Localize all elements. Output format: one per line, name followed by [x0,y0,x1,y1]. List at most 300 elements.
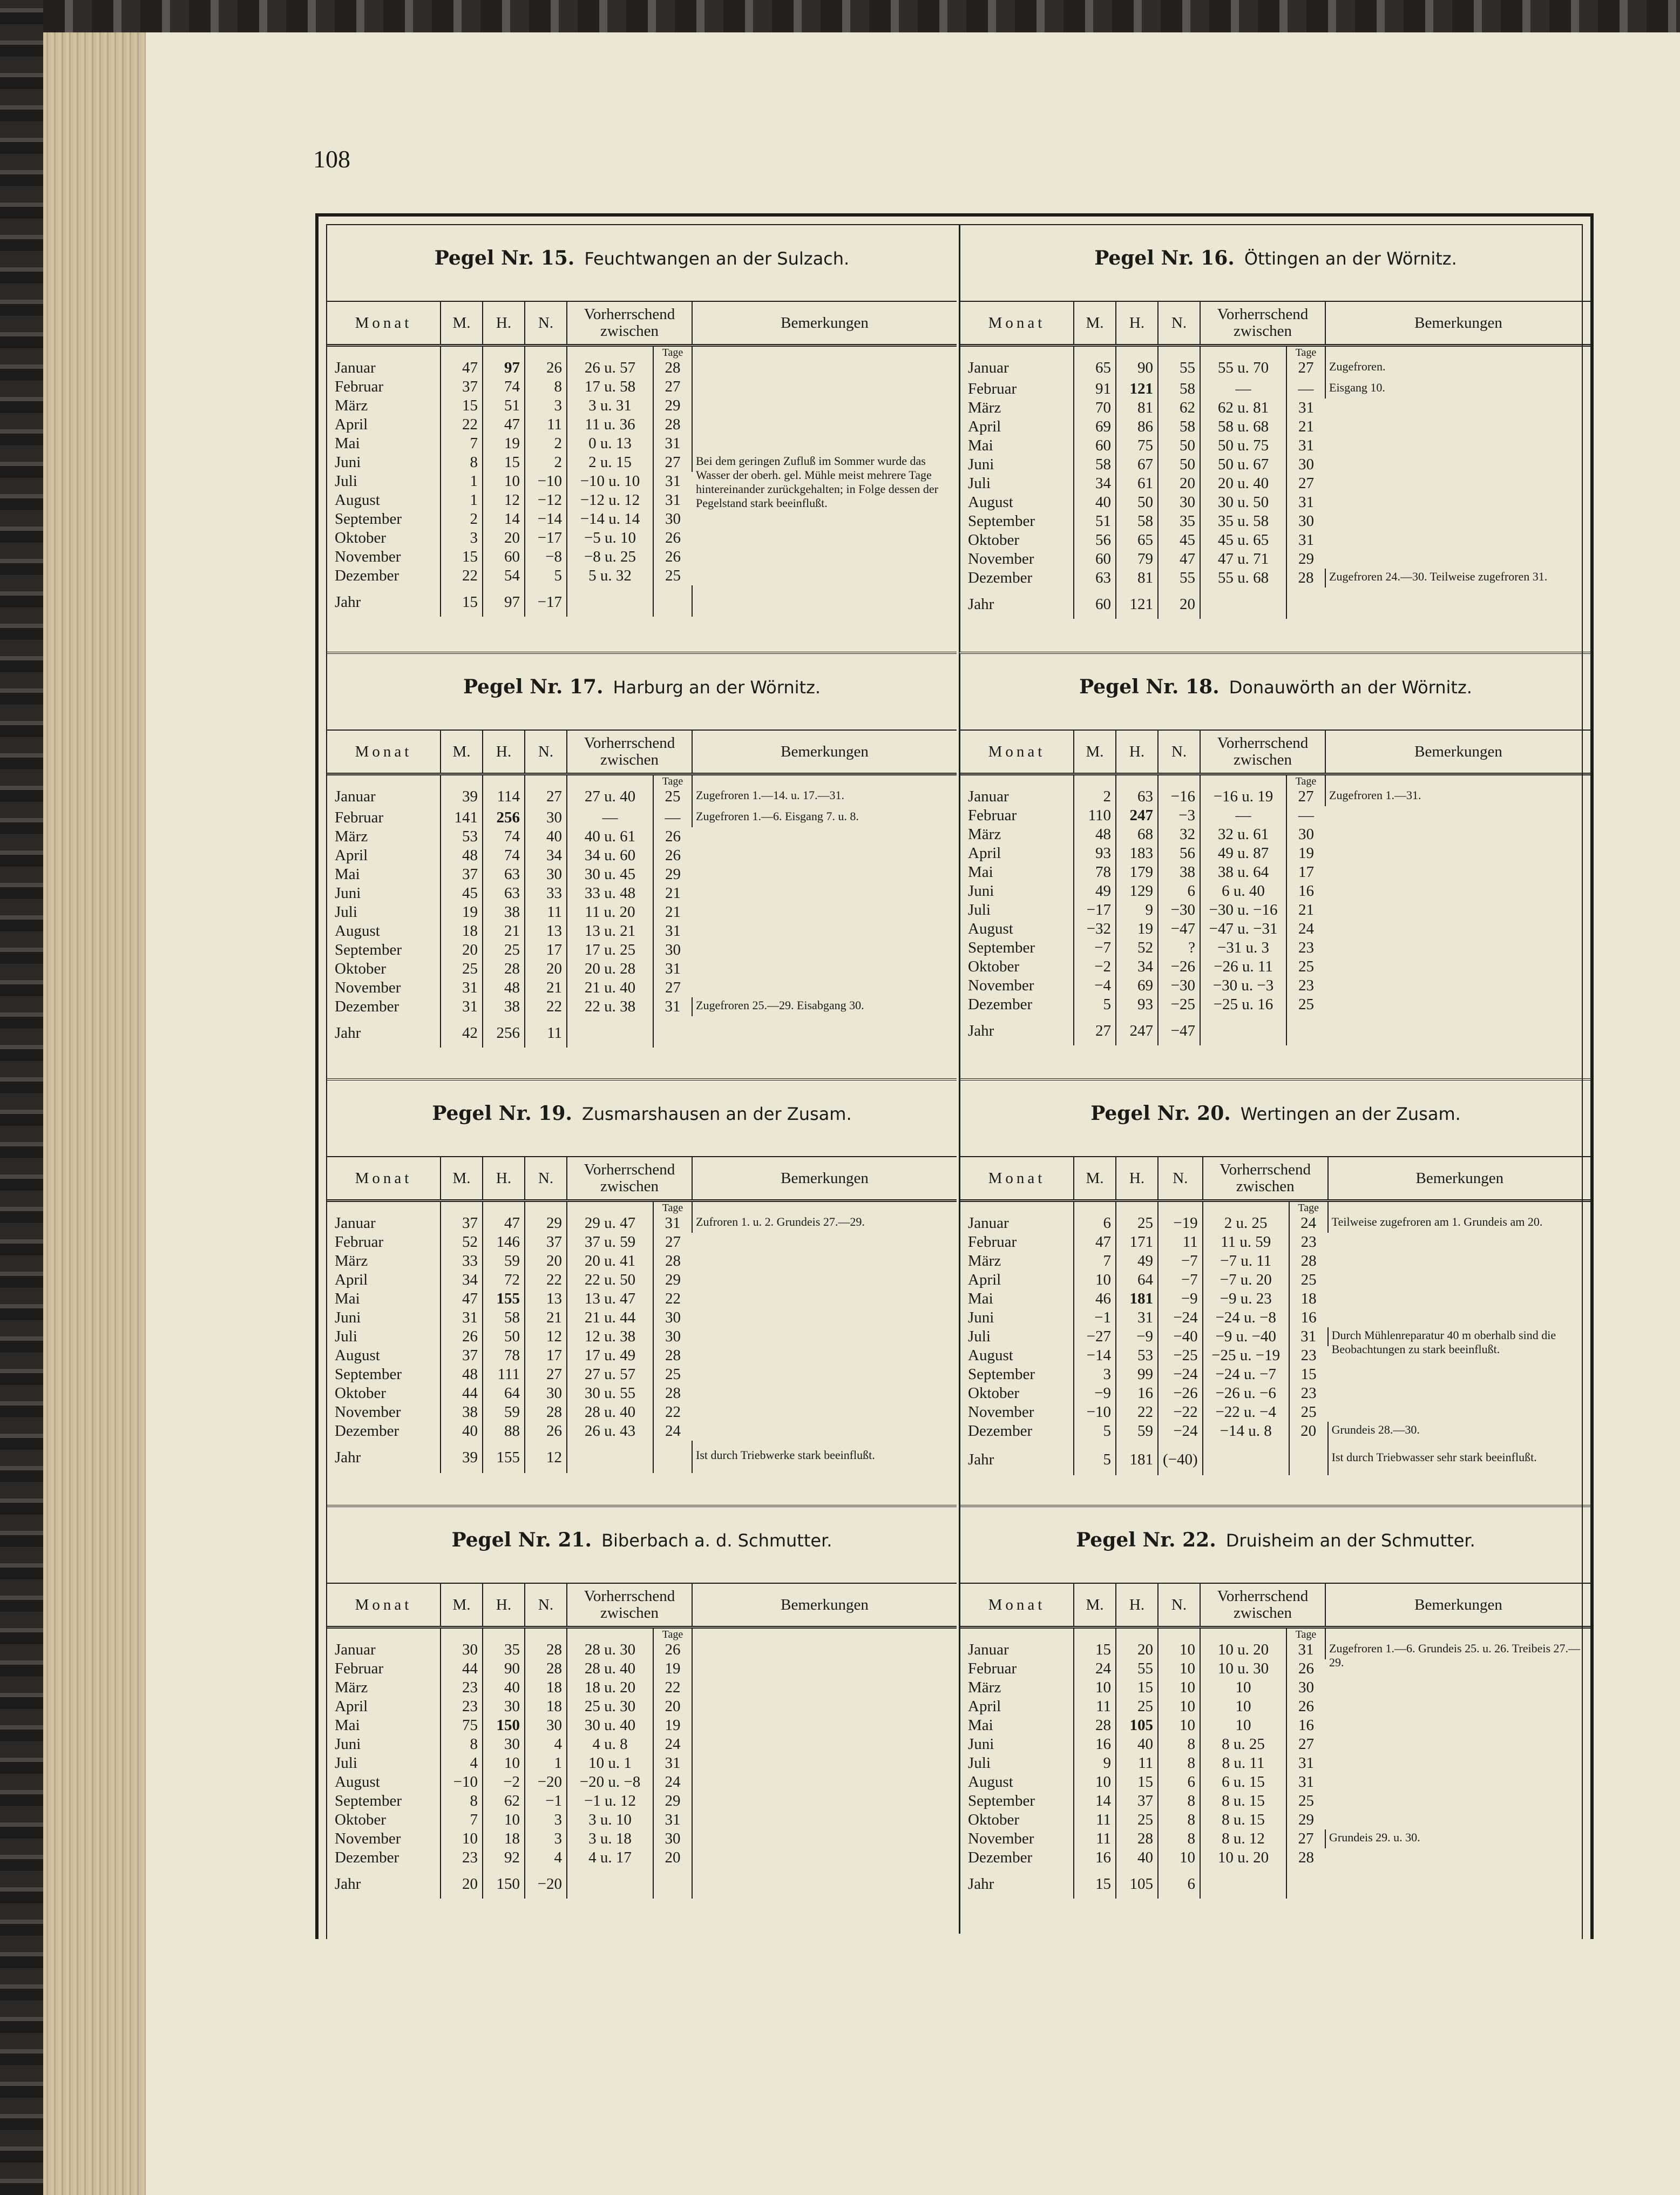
days-cell: 16 [1298,882,1314,900]
mean-cell: 63 [1074,569,1116,587]
days-cell: 31 [1298,531,1314,549]
range-cell: 3 u. 31 [567,396,653,415]
tage-row [327,1201,957,1214]
empty-cell [327,1201,441,1214]
days-cell: 24 [653,1773,692,1792]
year-row [327,1867,957,1899]
column-header: Monat [327,730,441,774]
mean-cell: −14 [1074,1346,1116,1365]
days-cell [1286,587,1325,619]
range-cell: −25 u. −19 [1203,1346,1289,1365]
month-cell: Februar [960,380,1074,399]
days-cell: 30 [665,510,681,528]
month-cell: Januar [327,1640,441,1659]
high-cell: 181 [1116,1289,1158,1308]
mean-cell: 46 [1074,1289,1116,1308]
empty-cell [1325,1627,1591,1641]
month-cell: Oktober [960,1811,1074,1829]
column-header: N. [525,301,567,346]
column-header: M. [441,301,483,346]
low-cell: 17 [525,1346,567,1365]
empty-cell [1158,774,1200,788]
table-frame [315,213,1594,1939]
mean-cell: 11 [1074,1811,1116,1829]
month-cell: Juni [327,884,441,903]
header-row [327,1583,957,1627]
range-cell [567,1867,653,1899]
range-cell: 26 u. 57 [567,359,653,377]
gauge-title [327,1529,957,1551]
range-cell: 33 u. 48 [567,884,653,903]
low-cell: −10 [525,472,567,491]
range-cell: −1 u. 12 [567,1792,653,1811]
range-cell: 49 u. 87 [1200,844,1286,863]
range-cell: 26 u. 43 [567,1422,653,1441]
days-cell: 28 [653,415,692,434]
gauge-block [327,225,957,652]
high-cell: 51 [483,396,525,415]
month-cell: März [327,827,441,846]
low-cell: −26 [1158,957,1200,976]
month-cell: August [327,922,441,941]
mean-cell: 23 [441,1678,483,1697]
mean-cell: 10 [441,1829,483,1848]
empty-cell [567,774,653,788]
month-cell: April [960,1271,1074,1289]
low-cell: 11 [525,415,567,434]
high-cell: −2 [483,1773,525,1792]
days-cell: 28 [1300,1252,1317,1269]
empty-cell [960,774,1074,788]
month-cell: August [960,920,1074,938]
high-cell: 111 [483,1365,525,1384]
gauge-location: Harburg an der Wörnitz. [613,677,821,698]
empty-cell [483,1201,525,1214]
month-cell: Juli [327,1754,441,1773]
low-cell: 45 [1158,531,1200,550]
gauge-number: Pegel Nr. 19. [432,1102,572,1125]
range-cell [1203,1443,1289,1475]
table-row [327,1214,957,1233]
empty-cell [525,346,567,359]
mean-cell: 8 [441,1735,483,1754]
column-header: Bemerkungen [1325,1583,1591,1627]
low-cell: 12 [525,1327,567,1346]
month-cell: Februar [327,1233,441,1252]
remark-cell: Ist durch Triebwerke stark beeinflußt. [696,1448,875,1462]
days-cell: 30 [1298,1679,1314,1696]
low-cell: −24 [1158,1422,1203,1443]
gauge-location: Donauwörth an der Wörnitz. [1229,677,1472,698]
high-cell: 16 [1116,1384,1158,1403]
mean-cell: 38 [441,1403,483,1422]
days-cell: 27 [653,377,692,396]
table-row [327,808,957,827]
mean-cell: −7 [1074,938,1116,957]
column-header: Vorherrschend zwischen [567,301,692,346]
table-row [327,359,957,377]
days-cell: 31 [1298,1773,1314,1791]
days-cell: 15 [1300,1366,1317,1383]
low-cell: 20 [1158,587,1200,619]
mean-cell: 52 [441,1233,483,1252]
mean-cell: 78 [1074,863,1116,882]
mean-cell: −17 [1074,901,1116,920]
month-cell: August [327,491,441,510]
empty-cell [567,1627,653,1641]
column-header: Bemerkungen [692,1157,957,1201]
high-cell: 90 [483,1659,525,1678]
column-header: H. [483,1583,525,1627]
high-cell: 28 [1116,1829,1158,1848]
mean-cell: 26 [441,1327,483,1346]
mean-cell: 44 [441,1659,483,1678]
low-cell: −3 [1158,806,1200,825]
table-row [327,1640,957,1659]
remark-cell: Grundeis 29. u. 30. [1329,1831,1420,1844]
mean-cell: 4 [441,1754,483,1773]
days-cell: 21 [665,903,681,921]
days-cell: 30 [665,1309,681,1326]
high-cell: 50 [483,1327,525,1346]
range-cell: −24 u. −7 [1203,1365,1289,1384]
remark-cell: Grundeis 28.—30. [1331,1423,1420,1436]
low-cell: 55 [1158,569,1200,587]
remark-cell: Zugefroren 24.—30. Teilweise zugefroren 31. [1329,570,1548,583]
low-cell: −19 [1158,1214,1203,1233]
gauge-table [960,301,1591,619]
range-cell: 30 u. 55 [567,1384,653,1403]
days-cell: 21 [1298,901,1314,918]
book-top-edge [43,0,1680,32]
days-cell: 29 [665,866,681,883]
high-cell: 86 [1116,417,1158,436]
range-cell: 22 u. 50 [567,1271,653,1289]
low-cell: −20 [525,1867,567,1899]
range-cell: 50 u. 67 [1200,455,1286,474]
days-cell [653,1867,692,1899]
low-cell: 8 [1158,1811,1200,1829]
remark-cell: Zugefroren 1.—14. u. 17.—31. [696,788,844,802]
days-cell: 31 [665,491,681,509]
gauge-table [327,730,957,1048]
month-cell: Jahr [960,1443,1074,1475]
range-cell: −26 u. 11 [1200,957,1286,976]
range-cell: 34 u. 60 [567,846,653,865]
range-cell: 11 u. 20 [567,903,653,922]
month-cell: Januar [960,787,1074,806]
mean-cell: 23 [441,1697,483,1716]
range-cell: −12 u. 12 [567,491,653,510]
month-cell: März [960,1678,1074,1697]
low-cell: 20 [525,1252,567,1271]
mean-cell: 8 [441,1792,483,1811]
low-cell: 17 [525,941,567,960]
mean-cell: 37 [441,1346,483,1365]
mean-cell: 15 [441,396,483,415]
days-cell: 19 [1298,845,1314,862]
month-cell: März [327,396,441,415]
range-cell: −30 u. −3 [1200,976,1286,995]
days-cell: 29 [1298,550,1314,568]
table-row [327,434,957,453]
high-cell: 25 [483,941,525,960]
month-cell: Juni [960,1735,1074,1754]
mean-cell: 22 [441,566,483,585]
month-cell: Juni [960,1308,1074,1327]
low-cell: 8 [1158,1754,1200,1773]
month-cell: Jahr [960,587,1074,619]
gauge-block [327,1505,957,1934]
empty-cell [525,1627,567,1641]
range-cell: −25 u. 16 [1200,995,1286,1014]
low-cell: 30 [1158,493,1200,512]
column-header: Bemerkungen [1325,730,1591,774]
gauge-number: Pegel Nr. 17. [463,676,604,698]
month-cell: April [960,844,1074,863]
page-number: 108 [313,145,350,173]
table-row [960,1327,1591,1346]
gauge-location: Biberbach a. d. Schmutter. [601,1530,832,1551]
days-cell: 22 [653,1678,692,1697]
range-cell: 11 u. 59 [1203,1233,1289,1252]
high-cell: 22 [1116,1403,1158,1422]
high-cell: 60 [483,548,525,566]
low-cell: 29 [525,1214,567,1233]
mean-cell: 5 [1074,995,1116,1014]
range-cell: −5 u. 10 [567,529,653,548]
high-cell: 50 [1116,493,1158,512]
month-cell: Dezember [327,1848,441,1867]
mean-cell: 37 [441,865,483,884]
month-cell: August [327,1773,441,1792]
month-cell: Oktober [960,531,1074,550]
table-row [327,1773,957,1792]
mean-cell: 60 [1074,587,1116,619]
remark-cell [692,396,957,415]
remark-cell [692,1792,957,1811]
column-header: Bemerkungen [1325,301,1591,346]
range-cell: 3 u. 10 [567,1811,653,1829]
range-cell: 17 u. 58 [567,377,653,396]
low-cell: 35 [1158,512,1200,531]
month-cell: Februar [960,806,1074,825]
range-cell: 2 u. 25 [1203,1214,1289,1233]
remark-cell: Ist durch Triebwasser sehr stark beeinflußt. [1331,1450,1537,1464]
range-cell: 30 u. 50 [1200,493,1286,512]
tage-row [960,774,1591,788]
month-cell: September [327,510,441,529]
month-cell: April [327,1697,441,1716]
mean-cell: 20 [441,941,483,960]
range-cell: −47 u. −31 [1200,920,1286,938]
mean-cell: 48 [441,846,483,865]
table-row [327,396,957,415]
gauge-location: Druisheim an der Schmutter. [1225,1530,1475,1551]
table-row [327,1716,957,1735]
month-cell: Januar [327,787,441,808]
gauge-title [960,1529,1591,1551]
mean-cell: 10 [1074,1678,1116,1697]
high-cell: 30 [483,1697,525,1716]
high-cell: 155 [483,1441,525,1473]
days-cell: 30 [653,1829,692,1848]
high-cell: 34 [1116,957,1158,976]
mean-cell: 58 [1074,455,1116,474]
header-row [960,730,1591,774]
month-cell: Februar [327,1659,441,1678]
mean-cell: 93 [1074,844,1116,863]
mean-cell: −10 [1074,1403,1116,1422]
remark-cell: Zugefroren 1.—6. Eisgang 7. u. 8. [696,809,859,823]
range-cell: −20 u. −8 [567,1773,653,1792]
days-cell: 28 [1286,569,1325,587]
range-cell: 50 u. 75 [1200,436,1286,455]
mean-cell: 141 [441,808,483,827]
high-cell: 59 [483,1252,525,1271]
empty-cell [960,1201,1074,1214]
month-cell: April [327,1271,441,1289]
mean-cell: 110 [1074,806,1116,825]
low-cell: 58 [1158,417,1200,436]
low-cell: ? [1158,938,1200,957]
empty-cell [692,774,957,788]
low-cell: 21 [525,978,567,997]
empty-cell [1074,1627,1116,1641]
range-cell: −10 u. 10 [567,472,653,491]
low-cell: 2 [525,434,567,453]
column-header: M. [441,730,483,774]
month-cell: Mai [327,1716,441,1735]
days-cell: 31 [653,434,692,453]
mean-cell: 70 [1074,399,1116,417]
gauge-number: Pegel Nr. 18. [1079,676,1220,698]
high-cell: 47 [483,1214,525,1233]
empty-cell [1200,346,1286,359]
remark-cell [692,1773,957,1792]
low-cell: 12 [525,1441,567,1473]
column-header: Bemerkungen [692,301,957,346]
column-header: Vorherrschend zwischen [1200,730,1325,774]
days-cell: 25 [653,787,692,808]
column-header: M. [441,1583,483,1627]
days-cell: 27 [1286,1829,1325,1848]
low-cell: 3 [525,396,567,415]
empty-cell [1325,346,1591,359]
high-cell: 38 [483,903,525,922]
low-cell: 37 [525,1233,567,1252]
column-header: Monat [960,1157,1074,1201]
days-cell: 26 [665,548,681,565]
high-cell: 99 [1116,1365,1158,1384]
gauge-location: Wertingen an der Zusam. [1240,1104,1461,1124]
column-header: Vorherrschend zwischen [567,730,692,774]
days-cell: 16 [1298,1717,1314,1734]
gauge-title [327,247,957,269]
range-cell: 10 u. 20 [1200,1640,1286,1659]
range-cell: 6 u. 15 [1200,1773,1286,1792]
gauge-location: Zusmarshausen an der Zusam. [581,1104,852,1124]
mean-cell: 3 [441,529,483,548]
month-cell: Juni [960,455,1074,474]
high-cell: 97 [483,359,525,377]
range-cell: 20 u. 28 [567,960,653,978]
days-cell: — [653,808,692,827]
days-cell: 31 [1298,1754,1314,1772]
days-cell: 25 [1300,1271,1317,1288]
range-cell [1200,1014,1286,1045]
low-cell: −7 [1158,1271,1203,1289]
high-cell: 64 [1116,1271,1158,1289]
gauge-block [327,652,957,1080]
remark-cell: Zufroren 1. u. 2. Grundeis 27.—29. [696,1215,865,1228]
gauge-block [959,652,1591,1080]
column-header: Monat [960,730,1074,774]
range-cell: −7 u. 20 [1203,1271,1289,1289]
days-cell: — [1286,380,1325,399]
low-cell: 62 [1158,399,1200,417]
column-header: N. [1158,1157,1203,1201]
column-header: M. [1074,301,1116,346]
high-cell: 90 [1116,359,1158,380]
days-cell: 26 [665,529,681,546]
days-cell: 26 [665,847,681,864]
high-cell: 54 [483,566,525,585]
column-header: M. [441,1157,483,1201]
mean-cell: 91 [1074,380,1116,399]
gauge-title [960,676,1591,698]
month-cell: April [960,417,1074,436]
low-cell: 3 [525,1811,567,1829]
high-cell: 40 [483,1678,525,1697]
mean-cell: 42 [441,1016,483,1048]
mean-cell: 51 [1074,512,1116,531]
month-cell: Juli [960,1754,1074,1773]
empty-cell [692,1627,957,1641]
days-cell: 21 [1298,418,1314,435]
mean-cell: 5 [1074,1422,1116,1443]
gauge-block [959,1505,1591,1934]
range-cell: −14 u. 14 [567,510,653,529]
range-cell: 27 u. 57 [567,1365,653,1384]
remark-cell [692,1697,957,1716]
days-cell: 30 [665,1328,681,1345]
days-cell: 25 [1298,996,1314,1013]
days-cell: 20 [1289,1422,1328,1443]
month-cell: September [327,941,441,960]
mean-cell: 60 [1074,436,1116,455]
range-cell: 3 u. 18 [567,1829,653,1848]
range-cell: 28 u. 30 [567,1640,653,1659]
low-cell: 11 [1158,1233,1203,1252]
month-cell: Juli [327,903,441,922]
column-header: N. [525,1583,567,1627]
days-cell: — [1298,807,1314,824]
month-cell: Mai [960,863,1074,882]
days-cell: 31 [653,997,692,1016]
high-cell: 21 [483,922,525,941]
days-cell: 31 [653,1214,692,1233]
low-cell: −1 [525,1792,567,1811]
table-row [960,787,1591,806]
mean-cell: 23 [441,1848,483,1867]
range-cell: −14 u. 8 [1203,1422,1289,1443]
days-cell: 26 [665,828,681,845]
high-cell: 155 [483,1289,525,1308]
mean-cell: 3 [1074,1365,1116,1384]
mean-cell: 14 [1074,1792,1116,1811]
remark-cell [692,377,957,396]
